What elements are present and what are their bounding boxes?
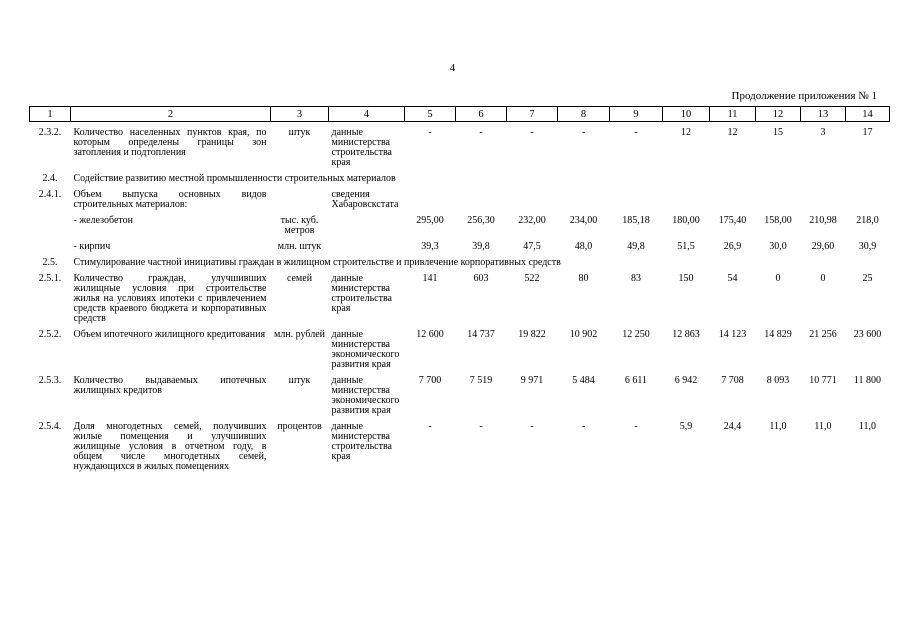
value-cell bbox=[756, 184, 801, 210]
table-row bbox=[30, 184, 890, 210]
value-cell: 7 708 bbox=[721, 375, 744, 386]
value-cell: 3 bbox=[820, 127, 826, 138]
header-cell: 5 bbox=[405, 107, 456, 122]
table-row bbox=[30, 370, 890, 416]
value-cell: 5 484 bbox=[572, 375, 595, 386]
source-cell: данные министерства строительства края bbox=[331, 127, 392, 168]
value-cell: 7 700 bbox=[418, 375, 442, 386]
header-cell: 4 bbox=[329, 107, 405, 122]
unit-cell: процентов bbox=[277, 421, 322, 432]
value-cell: 8 093 bbox=[766, 375, 790, 386]
table-row bbox=[30, 268, 890, 324]
value-cell bbox=[405, 184, 456, 210]
indicator-name: Количество выдаваемых ипотечных жилищных кредитов bbox=[73, 375, 267, 396]
value-cell: 10 771 bbox=[809, 375, 837, 386]
source-cell bbox=[329, 236, 405, 252]
value-cell: 5,9 bbox=[679, 421, 693, 432]
value-cell: - bbox=[530, 127, 534, 138]
unit-cell: млн. рублей bbox=[273, 329, 326, 340]
header-cell: 13 bbox=[801, 107, 846, 122]
value-cell: - bbox=[634, 421, 638, 432]
indicator-name: Объем ипотечного жилищного кредитования bbox=[73, 329, 266, 340]
value-cell: 48,0 bbox=[574, 241, 593, 252]
value-cell: 603 bbox=[473, 273, 489, 284]
source-cell: данные министерства строительства края bbox=[331, 421, 392, 462]
value-cell: 0 bbox=[820, 273, 826, 284]
value-cell: 6 611 bbox=[624, 375, 648, 386]
unit-cell: млн. штук bbox=[277, 241, 322, 252]
value-cell: 11,0 bbox=[769, 421, 787, 432]
section-title: Стимулирование частной инициативы граждан в жилищном строительстве и привлечение корпоративных средств bbox=[73, 257, 561, 268]
value-cell: 175,40 bbox=[718, 215, 747, 226]
continuation-title: Продолжение приложения № 1 bbox=[731, 90, 877, 102]
indicator-name: - железобетон bbox=[73, 215, 133, 226]
source-cell: данные министерства строительства края bbox=[331, 273, 392, 314]
value-cell: 39,3 bbox=[421, 241, 439, 252]
value-cell: 51,5 bbox=[677, 241, 695, 252]
unit-cell: штук bbox=[288, 375, 311, 386]
value-cell: 14 829 bbox=[764, 329, 792, 340]
page-number: 4 bbox=[449, 62, 456, 74]
value-cell: 11,0 bbox=[814, 421, 832, 432]
header-cell: 10 bbox=[663, 107, 710, 122]
data-table bbox=[29, 106, 890, 472]
value-cell: - bbox=[428, 421, 432, 432]
value-cell: 185,18 bbox=[622, 215, 650, 226]
indicator-name: Количество граждан, улучшивших жилищные условия при строительстве жилья на условиях ипотеки с привлечением средств краевого бюджета и корпоративных средств bbox=[73, 273, 267, 324]
value-cell: 15 bbox=[773, 127, 783, 138]
unit-cell bbox=[271, 184, 329, 210]
value-cell bbox=[663, 184, 710, 210]
value-cell: 218,0 bbox=[856, 215, 879, 226]
unit-cell: тыс. куб. метров bbox=[280, 215, 319, 236]
value-cell: 7 519 bbox=[469, 375, 493, 386]
row-number bbox=[30, 236, 71, 252]
value-cell bbox=[507, 184, 558, 210]
value-cell: - bbox=[581, 421, 586, 432]
value-cell: 24,4 bbox=[723, 421, 742, 432]
value-cell: 14 123 bbox=[718, 329, 747, 340]
row-number: 2.5.4. bbox=[38, 421, 62, 432]
row-number: 2.5.3. bbox=[38, 375, 62, 386]
unit-cell: штук bbox=[288, 127, 311, 138]
value-cell: - bbox=[479, 421, 483, 432]
value-cell: - bbox=[530, 421, 534, 432]
source-cell: данные министерства экономического развития края bbox=[331, 329, 400, 370]
value-cell bbox=[558, 184, 610, 210]
row-number: 2.4.1. bbox=[38, 189, 62, 200]
value-cell: 12 863 bbox=[672, 329, 700, 340]
indicator-name: - кирпич bbox=[73, 241, 111, 252]
table-body bbox=[30, 122, 890, 473]
table-row bbox=[30, 122, 890, 169]
header-cell: 1 bbox=[30, 107, 71, 122]
value-cell: 12 bbox=[727, 127, 738, 138]
value-cell bbox=[456, 184, 507, 210]
value-cell: 23 600 bbox=[853, 329, 882, 340]
header-cell: 8 bbox=[558, 107, 610, 122]
value-cell bbox=[610, 184, 663, 210]
value-cell: 11,0 bbox=[858, 421, 877, 432]
row-number: 2.3.2. bbox=[38, 127, 62, 138]
value-cell: 47,5 bbox=[523, 241, 541, 252]
header-cell: 11 bbox=[710, 107, 756, 122]
value-cell: 210,98 bbox=[809, 215, 837, 226]
header-cell: 12 bbox=[756, 107, 801, 122]
value-cell: 295,00 bbox=[416, 215, 444, 226]
table-row bbox=[30, 324, 890, 370]
value-cell bbox=[801, 184, 846, 210]
value-cell: 19 822 bbox=[518, 329, 546, 340]
value-cell: 49,8 bbox=[627, 241, 645, 252]
value-cell: 522 bbox=[524, 273, 540, 284]
value-cell: 17 bbox=[862, 127, 873, 138]
table-row bbox=[30, 210, 890, 236]
indicator-name: Доля многодетных семей, получивших жилые помещения и улучшивших жилищные условия в отчетном году, в общем числе многодетных семей, нуждающихся в жилых помещениях bbox=[73, 421, 267, 472]
value-cell: 54 bbox=[727, 273, 738, 284]
header-cell: 6 bbox=[456, 107, 507, 122]
table-row bbox=[30, 416, 890, 472]
value-cell: 234,00 bbox=[569, 215, 598, 226]
value-cell: 14 737 bbox=[467, 329, 495, 340]
value-cell: 12 bbox=[681, 127, 691, 138]
value-cell: 11 800 bbox=[853, 375, 882, 386]
row-number bbox=[30, 210, 71, 236]
section-row bbox=[30, 168, 890, 184]
value-cell: 6 942 bbox=[674, 375, 698, 386]
value-cell: 26,9 bbox=[723, 241, 742, 252]
value-cell: 158,00 bbox=[764, 215, 792, 226]
value-cell: 0 bbox=[775, 273, 781, 284]
table-header bbox=[30, 107, 890, 122]
section-row bbox=[30, 252, 890, 268]
indicator-name: Объем выпуска основных видов строительных материалов: bbox=[73, 189, 267, 210]
value-cell bbox=[846, 184, 890, 210]
value-cell: 12 250 bbox=[622, 329, 650, 340]
header-cell: 3 bbox=[271, 107, 329, 122]
value-cell: 150 bbox=[678, 273, 694, 284]
unit-cell: семей bbox=[286, 273, 313, 284]
header-row bbox=[30, 107, 890, 122]
value-cell: 9 971 bbox=[520, 375, 544, 386]
row-number: 2.5.2. bbox=[38, 329, 62, 340]
header-cell: 2 bbox=[71, 107, 271, 122]
value-cell: 232,00 bbox=[518, 215, 546, 226]
header-cell: 9 bbox=[610, 107, 663, 122]
value-cell: 83 bbox=[631, 273, 641, 284]
table-row bbox=[30, 236, 890, 252]
value-cell: 141 bbox=[422, 273, 438, 284]
value-cell: 29,60 bbox=[811, 241, 835, 252]
value-cell: 180,00 bbox=[672, 215, 700, 226]
value-cell: 256,30 bbox=[467, 215, 495, 226]
header-cell: 14 bbox=[846, 107, 890, 122]
value-cell: 39,8 bbox=[472, 241, 490, 252]
value-cell: - bbox=[479, 127, 483, 138]
value-cell: 25 bbox=[862, 273, 873, 284]
indicator-name: Количество населенных пунктов края, по которым определены границы зон затопления и подтопления bbox=[73, 127, 267, 158]
value-cell: - bbox=[634, 127, 638, 138]
source-cell: сведения Хабаровскстата bbox=[331, 189, 399, 210]
value-cell: 80 bbox=[578, 273, 589, 284]
value-cell: 12 600 bbox=[416, 329, 444, 340]
value-cell: - bbox=[581, 127, 586, 138]
value-cell: 30,0 bbox=[769, 241, 787, 252]
header-cell: 7 bbox=[507, 107, 558, 122]
value-cell: - bbox=[428, 127, 432, 138]
row-number: 2.5.1. bbox=[38, 273, 62, 284]
value-cell: 21 256 bbox=[809, 329, 837, 340]
source-cell: данные министерства экономического развития края bbox=[331, 375, 400, 416]
section-title: Содействие развитию местной промышленности строительных материалов bbox=[73, 173, 396, 184]
section-number: 2.4. bbox=[42, 173, 58, 184]
section-number: 2.5. bbox=[42, 257, 58, 268]
value-cell: 10 902 bbox=[569, 329, 598, 340]
source-cell bbox=[329, 210, 405, 236]
value-cell: 30,9 bbox=[858, 241, 877, 252]
value-cell bbox=[710, 184, 756, 210]
